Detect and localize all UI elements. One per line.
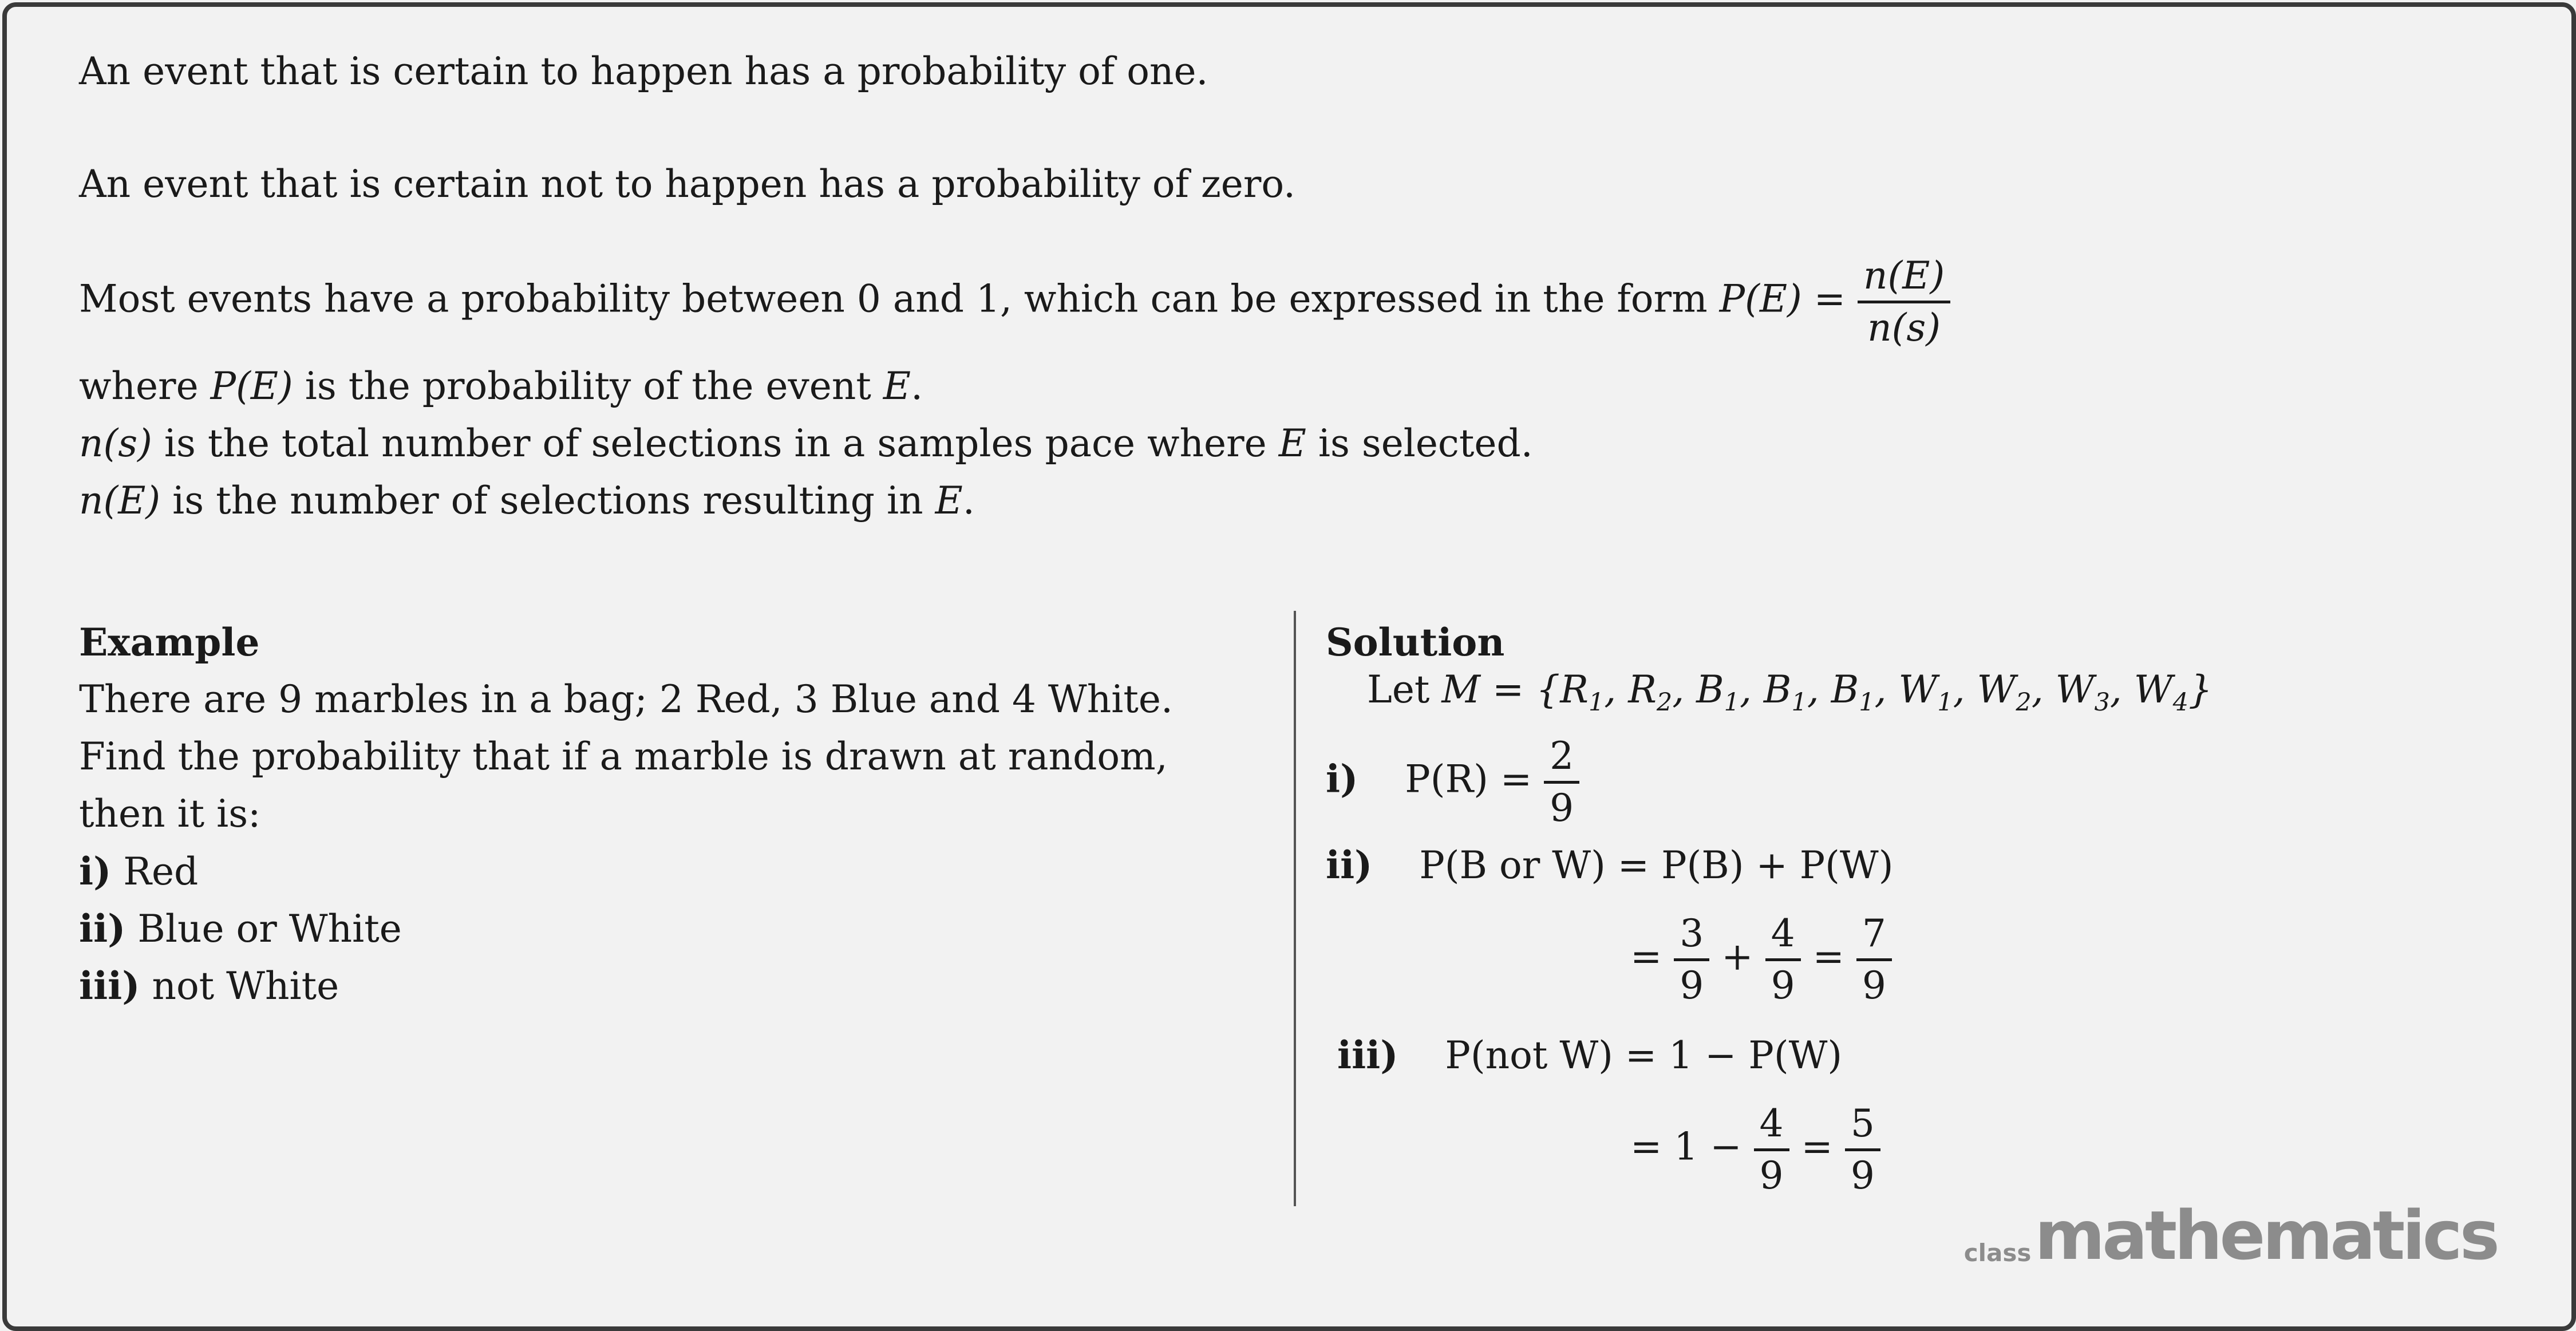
intro-ne-line: n(E) is the number of selections resulting in E. bbox=[79, 479, 975, 523]
example-item-iii bbox=[79, 963, 339, 1008]
part-i-mark: i) bbox=[1326, 756, 1358, 801]
solution-part-ii bbox=[1326, 843, 1894, 887]
part-ii-f3-den: 9 bbox=[1862, 963, 1886, 1008]
part-ii-f2-num: 4 bbox=[1765, 915, 1801, 961]
item-i-mark: i) bbox=[79, 849, 112, 894]
formula-numerator: n(E) bbox=[1858, 257, 1950, 303]
part-iii-f2-num: 5 bbox=[1845, 1105, 1880, 1151]
part-iii-f1-den: 9 bbox=[1759, 1154, 1784, 1198]
example-line-1: There are 9 marbles in a bag; 2 Red, 3 Blue and 4 White. bbox=[79, 677, 1173, 721]
intro-ns-line bbox=[79, 421, 1533, 465]
example-item-i bbox=[79, 849, 199, 894]
part-ii-f2-den: 9 bbox=[1771, 963, 1795, 1008]
ns-symbol: n(s) bbox=[79, 421, 152, 465]
part-iii-eq-sign: = 1 − bbox=[1630, 1124, 1742, 1169]
ns-e-symbol: E bbox=[1278, 421, 1306, 465]
intro-line-2: An event that is certain not to happen has a probability of zero. bbox=[79, 162, 1295, 206]
part-iii-fraction-1 bbox=[1754, 1101, 1789, 1198]
sample-space-set: = {$R_1$, $R_2$, $B_1$, $B_1$, $B_1$, $W_1$, $W_2$, $W_3$, $W_4$} bbox=[1492, 668, 2212, 717]
column-divider bbox=[1294, 611, 1296, 1206]
example-heading: Example bbox=[79, 620, 260, 665]
part-iii-f2-den: 9 bbox=[1850, 1154, 1875, 1198]
part-ii-f1-num: 3 bbox=[1674, 915, 1709, 961]
part-ii-eq2: = bbox=[1812, 934, 1844, 979]
part-iii-equation: P(not W) = 1 − P(W) bbox=[1445, 1033, 1843, 1077]
item-ii-text: Blue or White bbox=[137, 907, 402, 951]
logo-small-text: class bbox=[1963, 1239, 2032, 1267]
item-iii-mark: iii) bbox=[79, 963, 140, 1008]
part-ii-equation: P(B or W) = P(B) + P(W) bbox=[1419, 843, 1894, 887]
set-name: M bbox=[1441, 668, 1480, 712]
part-ii-fraction-3 bbox=[1856, 911, 1892, 1008]
part-i-den: 9 bbox=[1550, 786, 1574, 830]
intro-line-3-text: Most events have a probability between 0 and 1, which can be expressed in the form bbox=[79, 277, 1708, 321]
item-ii-mark: ii) bbox=[79, 906, 126, 951]
probability-formula-fraction bbox=[1858, 254, 1950, 350]
where-desc: is the probability of the event bbox=[305, 364, 871, 408]
part-ii-mark: ii) bbox=[1326, 843, 1373, 887]
example-line-3: then it is: bbox=[79, 792, 261, 836]
logo-big-text: mathematics bbox=[2034, 1196, 2497, 1275]
solution-heading: Solution bbox=[1326, 620, 1505, 665]
part-iii-eq2: = bbox=[1801, 1124, 1833, 1169]
part-i-num: 2 bbox=[1544, 737, 1579, 784]
example-line-2: Find the probability that if a marble is drawn at random, bbox=[79, 734, 1168, 779]
part-ii-plus: + bbox=[1721, 934, 1753, 979]
part-i-lhs: P(R) = bbox=[1405, 757, 1532, 801]
example-item-ii bbox=[79, 906, 402, 951]
ne-e-symbol: E bbox=[935, 479, 963, 523]
part-ii-fraction-1 bbox=[1674, 911, 1709, 1008]
ns-desc: is the total number of selections in a samples pace where bbox=[164, 421, 1267, 465]
intro-line-1: An event that is certain to happen has a probability of one. bbox=[79, 49, 1208, 93]
intro-line-3 bbox=[79, 254, 1950, 350]
part-iii-f1-num: 4 bbox=[1754, 1105, 1789, 1151]
part-iii-fraction-2 bbox=[1845, 1101, 1880, 1198]
solution-set-line bbox=[1367, 668, 2212, 717]
formula-lhs: P(E) = bbox=[1719, 277, 1846, 321]
ns-desc-end: is selected. bbox=[1318, 421, 1533, 465]
solution-part-iii-step bbox=[1630, 1101, 1880, 1198]
item-i-text: Red bbox=[123, 850, 199, 894]
intro-where-line: where P(E) is the probability of the event E. bbox=[79, 364, 923, 408]
ne-desc: is the number of selections resulting in bbox=[172, 479, 923, 523]
where-e-symbol: E bbox=[883, 364, 911, 408]
part-ii-f3-num: 7 bbox=[1856, 915, 1892, 961]
part-ii-eq-sign: = bbox=[1630, 934, 1662, 979]
item-iii-text: not White bbox=[152, 964, 339, 1008]
part-ii-f1-den: 9 bbox=[1680, 963, 1704, 1008]
ne-symbol: n(E) bbox=[79, 479, 161, 523]
class-mathematics-logo bbox=[1964, 1196, 2497, 1275]
formula-denominator: n(s) bbox=[1867, 306, 1941, 350]
part-iii-mark: iii) bbox=[1337, 1033, 1398, 1077]
solution-part-iii bbox=[1337, 1033, 1843, 1077]
solution-part-i bbox=[1326, 734, 1579, 830]
where-pe-symbol: P(E) bbox=[210, 364, 293, 408]
content-card bbox=[2, 2, 2576, 1331]
solution-part-ii-step bbox=[1630, 911, 1892, 1008]
let-text: Let bbox=[1367, 668, 1430, 712]
part-ii-fraction-2 bbox=[1765, 911, 1801, 1008]
where-text: where bbox=[79, 364, 199, 408]
part-i-fraction bbox=[1544, 734, 1579, 830]
